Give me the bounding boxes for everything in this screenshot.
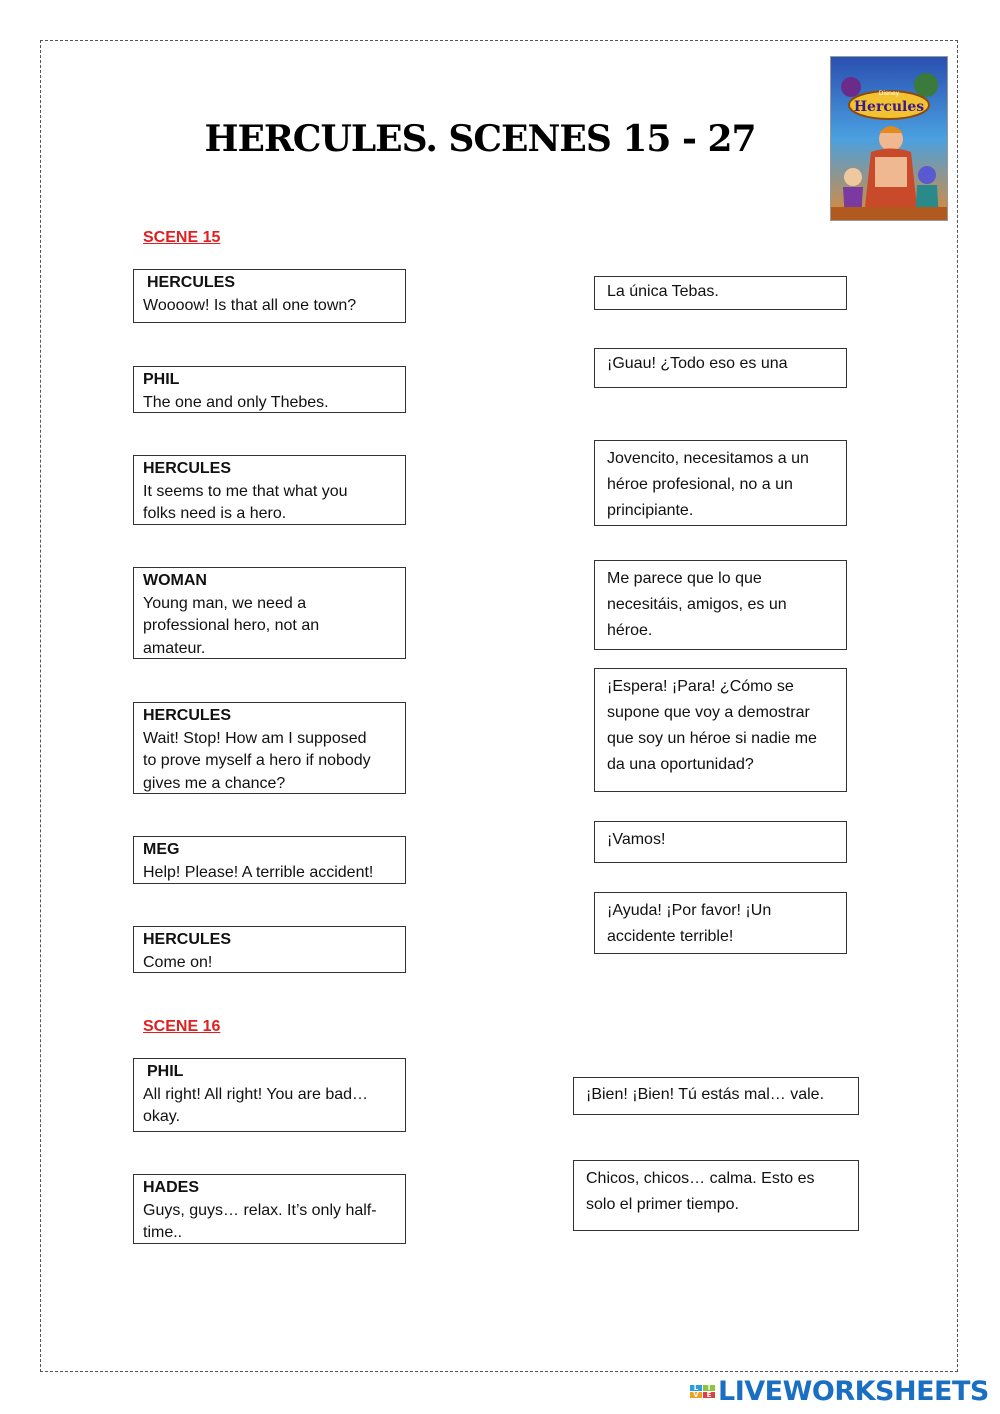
translation-card[interactable] — [573, 1077, 859, 1115]
speaker-name: HADES — [143, 1179, 200, 1196]
translation-card[interactable] — [594, 440, 847, 526]
dialogue-card — [133, 1174, 406, 1244]
dialogue-line: professional hero, not an — [143, 617, 320, 634]
speaker-name: HERCULES — [143, 460, 232, 477]
translation-line: ¡Espera! ¡Para! ¿Cómo se — [607, 678, 794, 695]
dialogue-line: Woooow! Is that all one town? — [143, 296, 357, 314]
translation-line: La única Tebas. — [607, 283, 719, 300]
speaker-name: MEG — [143, 841, 180, 858]
dialogue-card — [133, 455, 406, 525]
translation-line: ¡Bien! ¡Bien! Tú estás mal… vale. — [586, 1086, 825, 1103]
mark-letter: I — [703, 1385, 715, 1391]
dialogue-card — [133, 926, 406, 973]
dialogue-line: folks need is a hero. — [143, 505, 287, 522]
speaker-name: WOMAN — [143, 572, 207, 589]
dialogue-line: okay. — [143, 1108, 181, 1125]
dialogue-card — [133, 567, 406, 659]
translation-card[interactable] — [594, 348, 847, 388]
translation-card[interactable] — [594, 560, 847, 650]
dialogue-card — [133, 1058, 406, 1132]
translation-line: Jovencito, necesitamos a un — [607, 450, 809, 467]
speaker-name: PHIL — [143, 371, 180, 388]
dialogue-line: It seems to me that what you — [143, 482, 348, 500]
dialogue-line: amateur. — [143, 639, 206, 657]
scene-15-heading: SCENE 15 — [143, 229, 221, 246]
mark-letter: V — [690, 1392, 702, 1398]
speaker-name: PHIL — [147, 1063, 184, 1080]
liveworksheets-mark-icon — [690, 1385, 715, 1398]
translation-line: da una oportunidad? — [607, 756, 754, 773]
speaker-name: HERCULES — [147, 274, 236, 291]
translation-line: ¡Ayuda! ¡Por favor! ¡Un — [607, 902, 772, 919]
dialogue-line: Wait! Stop! How am I supposed — [143, 729, 367, 747]
dialogue-line: time.. — [143, 1224, 183, 1241]
translation-card[interactable] — [594, 668, 847, 792]
dialogue-card — [133, 269, 406, 323]
dialogue-card — [133, 366, 406, 413]
translation-card[interactable] — [573, 1160, 859, 1231]
movie-poster — [830, 56, 948, 221]
translation-card[interactable] — [594, 892, 847, 954]
translation-line: que soy un héroe si nadie me — [607, 730, 817, 747]
dialogue-line: Young man, we need a — [143, 594, 307, 612]
dialogue-line: to prove myself a hero if nobody — [143, 752, 371, 769]
mark-letter: L — [690, 1385, 702, 1391]
dialogue-line: Guys, guys… relax. It’s only half- — [143, 1201, 377, 1219]
poster-top-text: Disney — [878, 90, 900, 97]
dialogue-line: Help! Please! A terrible accident! — [143, 863, 374, 881]
dialogue-line: The one and only Thebes. — [143, 393, 329, 411]
liveworksheets-logo — [690, 1376, 989, 1406]
translation-line: principiante. — [607, 502, 694, 519]
translation-line: ¡Vamos! — [607, 831, 666, 848]
mark-letter: E — [703, 1392, 715, 1398]
dialogue-card — [133, 702, 406, 794]
dialogue-card — [133, 836, 406, 884]
translation-line: ¡Guau! ¿Todo eso es una — [607, 355, 788, 372]
liveworksheets-brand: LIVEWORKSHEETS — [718, 1375, 989, 1407]
worksheet-title: HERCULES. SCENES 15 - 27 — [204, 118, 756, 160]
translation-line: Chicos, chicos… calma. Esto es — [586, 1170, 815, 1187]
translation-line: Me parece que lo que — [607, 570, 762, 587]
dialogue-line: Come on! — [143, 953, 213, 971]
dialogue-line: All right! All right! You are bad… — [143, 1085, 369, 1103]
translation-card[interactable] — [594, 821, 847, 863]
speaker-name: HERCULES — [143, 707, 232, 724]
scene-16-heading: SCENE 16 — [143, 1018, 221, 1035]
translation-line: solo el primer tiempo. — [586, 1196, 739, 1213]
translation-line: héroe. — [607, 622, 653, 639]
dialogue-line: gives me a chance? — [143, 774, 286, 792]
translation-line: supone que voy a demostrar — [607, 704, 810, 721]
translation-card[interactable] — [594, 276, 847, 310]
translation-line: necesitáis, amigos, es un — [607, 596, 787, 613]
speaker-name: HERCULES — [143, 931, 232, 948]
poster-caption: Hercules — [853, 99, 925, 115]
translation-line: héroe profesional, no a un — [607, 476, 793, 493]
translation-line: accidente terrible! — [607, 928, 734, 945]
